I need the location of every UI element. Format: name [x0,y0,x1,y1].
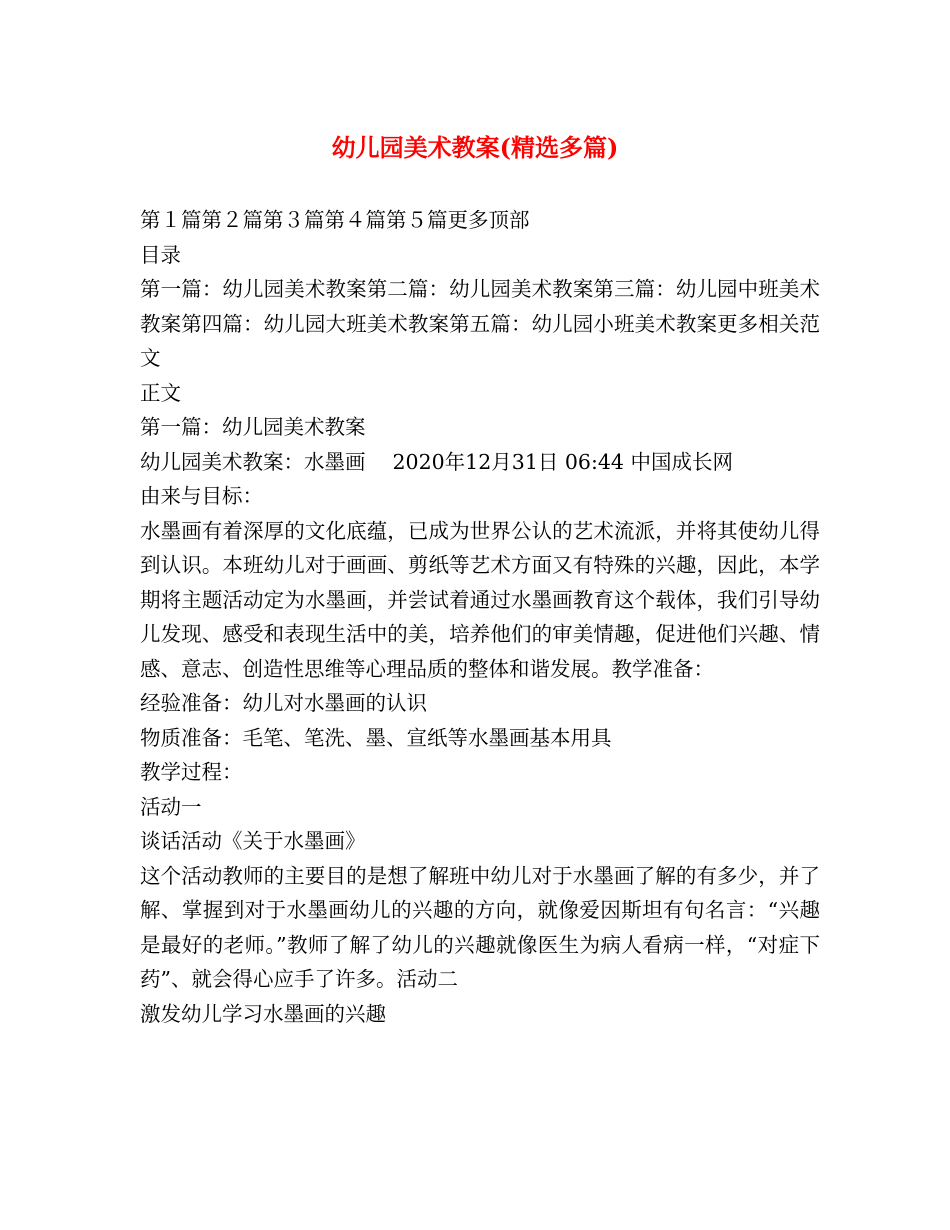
toc-heading: 目录 [140,242,181,267]
activity1-label: 活动一 [140,794,202,819]
activity1-paragraph: 这个活动教师的主要目的是想了解班中幼儿对于水墨画了解的有多少，并了解、掌握到对于水墨画幼儿的兴趣的方向，就像爱因斯坦有句名言：“兴趣是最好的老师。”教师了解了幼儿的兴趣就像医生为病人看病一样，“对症下药”、就会得心应手了许多。活动二 [140,863,820,991]
document-title: 幼儿园美术教案(精选多篇) [331,133,619,162]
activity2-title: 激发幼儿学习水墨画的兴趣 [140,1001,386,1026]
article-meta: 幼儿园美术教案：水墨画 2020年12月31日 06:44 中国成长网 [140,449,733,474]
activity1-title: 谈话活动《关于水墨画》 [140,829,366,853]
prep-material: 物质准备：毛笔、笔洗、墨、宣纸等水墨画基本用具 [140,725,612,750]
toc-text: 第一篇：幼儿园美术教案第二篇：幼儿园美术教案第三篇：幼儿园中班美术教案第四篇：幼儿园大班美术教案第五篇：幼儿园小班美术教案更多相关范文 [140,277,820,370]
origin-paragraph: 水墨画有着深厚的文化底蕴，已成为世界公认的艺术流派，并将其使幼儿得到认识。本班幼儿对于画画、剪纸等艺术方面又有特殊的兴趣，因此，本学期将主题活动定为水墨画，并尝试着通过水墨画教育这个载体，我们引导幼儿发现、感受和表现生活中的美，培养他们的审美情趣，促进他们兴趣、情感、意志、创造性思维等心理品质的整体和谐发展。教学准备： [140,518,820,681]
document-body [140,203,820,1031]
prep-experience: 经验准备：幼儿对水墨画的认识 [140,691,427,715]
section-nav: 第１篇第２篇第３篇第４篇第５篇更多顶部 [140,208,530,232]
article-heading: 第一篇：幼儿园美术教案 [140,415,366,439]
origin-label: 由来与目标： [140,484,263,508]
process-label: 教学过程： [140,760,243,784]
body-heading: 正文 [140,380,181,405]
